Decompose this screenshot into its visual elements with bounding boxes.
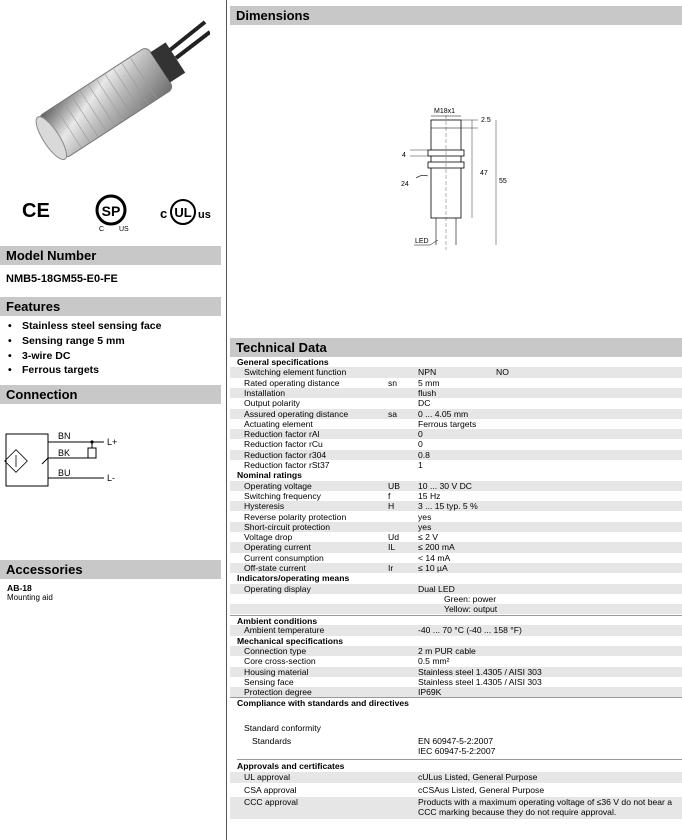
model-number-heading: Model Number	[0, 246, 221, 265]
row-label: Off-state current	[244, 563, 306, 573]
row-value: 15 Hz	[418, 490, 441, 501]
row-value: 0	[418, 439, 423, 450]
row-value: ≤ 10 µA	[418, 563, 448, 573]
row-symbol: H	[388, 501, 395, 512]
table-group-header	[230, 573, 682, 583]
row-value: IP69K	[418, 687, 442, 698]
dim-led-label: LED	[415, 238, 429, 245]
row-label: Installation	[244, 387, 286, 398]
table-row	[230, 677, 682, 687]
row-value: 1	[418, 460, 423, 470]
feature-item: • Sensing range 5 mm	[8, 335, 125, 347]
row-label: Output polarity	[244, 398, 300, 409]
table-row	[230, 656, 682, 666]
dim-thread-label: M18x1	[434, 108, 456, 115]
row-label: Sensing face	[244, 676, 294, 687]
standards-value-en: EN 60947-5-2:2007	[418, 736, 494, 746]
row-value: 3 ... 15 typ. 5 %	[418, 501, 478, 512]
row-symbol: Ir	[388, 563, 394, 573]
csa-approval-value: cCSAus Listed, General Purpose	[418, 785, 545, 795]
dim-47-label: 47	[480, 170, 488, 177]
row-label: Short-circuit protection	[244, 521, 330, 532]
row-value: -40 ... 70 °C (-40 ... 158 °F)	[418, 625, 522, 636]
table-row	[230, 625, 682, 635]
wire-bu-label: BU	[58, 468, 71, 478]
row-symbol: IL	[388, 542, 396, 553]
row-label: Voltage drop	[244, 532, 293, 543]
connection-diagram	[0, 428, 140, 493]
csa-mark-text: SP	[101, 203, 121, 219]
row-label: Operating current	[244, 542, 311, 553]
table-row	[230, 378, 682, 388]
connection-heading: Connection	[0, 385, 221, 404]
feature-item: • 3-wire DC	[8, 350, 71, 362]
table-group-header	[230, 697, 682, 708]
table-row	[230, 491, 682, 501]
csa-approval-row	[230, 785, 682, 796]
features-heading: Features	[0, 297, 221, 316]
feature-item: • Ferrous targets	[8, 364, 100, 376]
row-label: Reduction factor r304	[244, 449, 327, 460]
table-row	[230, 584, 682, 594]
table-row	[230, 542, 682, 552]
row-value: flush	[418, 387, 437, 398]
wire-bk-label: BK	[58, 448, 71, 458]
row-value: ≤ 200 mA	[418, 542, 455, 553]
model-number-value: NMB5-18GM55-E0-FE	[6, 273, 118, 285]
ccc-approval-value-line2: CCC marking because they do not require approval.	[418, 807, 617, 817]
table-row	[230, 667, 682, 677]
table-row	[230, 594, 682, 604]
row-label: Protection degree	[244, 687, 312, 698]
row-label: Core cross-section	[244, 656, 316, 667]
row-label: Switching frequency	[244, 490, 321, 501]
row-label: Reduction factor rCu	[244, 439, 323, 450]
table-row	[230, 646, 682, 656]
row-value-sub: Yellow: output	[444, 604, 498, 615]
row-value: 0.5 mm²	[418, 656, 450, 667]
ul-us-text: us	[198, 209, 211, 221]
table-row	[230, 532, 682, 542]
dimensions-heading: Dimensions	[230, 6, 682, 25]
row-value: Dual LED	[418, 583, 455, 594]
csa-c-text: C	[99, 226, 105, 232]
row-label: General specifications	[237, 357, 329, 367]
ul-approval-value: cULus Listed, General Purpose	[418, 772, 538, 782]
row-symbol: sa	[388, 408, 398, 419]
row-value: 0	[418, 429, 423, 440]
ul-mark-text: UL	[174, 205, 192, 220]
row-label: Ambient conditions	[237, 615, 318, 626]
ce-mark: CE	[22, 200, 50, 222]
row-value: NPN	[418, 367, 437, 378]
table-row	[230, 687, 682, 697]
dim-2-5-label: 2.5	[481, 117, 491, 124]
row-value: ≤ 2 V	[418, 532, 439, 543]
csa-us-text: US	[119, 226, 129, 232]
wire-bn-label: BN	[58, 431, 71, 441]
row-value-sub: Green: power	[444, 593, 497, 604]
dim-24-label: 24	[401, 181, 409, 188]
row-label: Switching element function	[244, 367, 347, 378]
table-row	[230, 409, 682, 419]
dimensions-drawing	[398, 100, 518, 260]
table-group-header	[230, 470, 682, 480]
table-row	[230, 512, 682, 522]
ul-c-text: c	[160, 206, 168, 221]
technical-data-heading: Technical Data	[230, 338, 682, 357]
row-value-extra: NO	[496, 367, 509, 378]
table-row	[230, 398, 682, 408]
dim-55-label: 55	[499, 178, 507, 185]
row-label: Compliance with standards and directives	[237, 698, 409, 709]
ul-approval-row	[230, 772, 682, 783]
row-label: Operating display	[244, 583, 311, 594]
accessory-name: AB-18	[7, 583, 32, 593]
table-row	[230, 553, 682, 563]
standards-label: Standards	[252, 736, 292, 746]
row-symbol: Ud	[388, 532, 399, 543]
table-row	[230, 481, 682, 491]
product-photo	[20, 20, 210, 170]
row-label: Indicators/operating means	[237, 573, 350, 584]
row-label: Ambient temperature	[244, 625, 325, 636]
row-label: Reduction factor rAl	[244, 429, 320, 440]
table-group-header	[230, 636, 682, 646]
row-value: Stainless steel 1.4305 / AISI 303	[418, 676, 542, 687]
table-group-header	[230, 357, 682, 367]
table-row	[230, 388, 682, 398]
row-value: 0 ... 4.05 mm	[418, 408, 469, 419]
row-label: Hysteresis	[244, 501, 285, 512]
row-value: 5 mm	[418, 377, 440, 388]
table-row	[230, 460, 682, 470]
approvals-heading: Approvals and certificates	[237, 759, 682, 771]
row-value: yes	[418, 521, 432, 532]
table-row	[230, 522, 682, 532]
accessories-heading: Accessories	[0, 560, 221, 579]
table-row	[230, 429, 682, 439]
table-row	[230, 501, 682, 511]
table-row	[230, 604, 682, 614]
row-label: Nominal ratings	[237, 470, 302, 481]
row-symbol: f	[388, 490, 391, 501]
standard-conformity-label: Standard conformity	[244, 723, 321, 733]
row-value: 0.8	[418, 449, 430, 460]
table-group-header	[230, 615, 682, 626]
dim-4-label: 4	[402, 152, 406, 159]
table-row	[230, 450, 682, 460]
csa-logo	[93, 192, 133, 232]
row-label: Actuating element	[244, 418, 313, 429]
table-row	[230, 419, 682, 429]
accessory-description: Mounting aid	[7, 593, 53, 602]
feature-item: • Stainless steel sensing face	[8, 320, 162, 332]
row-value: 2 m PUR cable	[418, 645, 476, 656]
row-label: Assured operating distance	[244, 408, 349, 419]
row-label: Connection type	[244, 645, 307, 656]
ccc-approval-row	[230, 797, 682, 819]
row-label: Reduction factor rSt37	[244, 460, 330, 470]
ul-logo	[160, 197, 218, 227]
row-label: Rated operating distance	[244, 377, 340, 388]
standards-value-iec: IEC 60947-5-2:2007	[418, 746, 496, 756]
row-value: Ferrous targets	[418, 418, 477, 429]
row-label: Operating voltage	[244, 480, 312, 491]
row-label: Current consumption	[244, 552, 324, 563]
table-row	[230, 367, 682, 377]
ccc-approval-label: CCC approval	[244, 797, 298, 807]
terminal-lminus-label: L-	[107, 473, 116, 483]
row-value: DC	[418, 398, 431, 409]
row-symbol: UB	[388, 480, 400, 491]
row-value: Stainless steel 1.4305 / AISI 303	[418, 666, 542, 677]
row-label: Mechanical specifications	[237, 635, 344, 646]
column-divider	[226, 0, 227, 840]
row-label: Reverse polarity protection	[244, 511, 347, 522]
terminal-lplus-label: L+	[107, 437, 118, 447]
table-row	[230, 439, 682, 449]
table-row	[230, 563, 682, 573]
row-value: 10 ... 30 V DC	[418, 480, 472, 491]
row-label: Housing material	[244, 666, 309, 677]
row-value: < 14 mA	[418, 552, 451, 563]
ul-approval-label: UL approval	[244, 772, 291, 782]
row-value: yes	[418, 511, 432, 522]
ccc-approval-value-line1: Products with a maximum operating voltage of ≤36 V do not bear a	[418, 797, 673, 807]
row-symbol: sn	[388, 377, 398, 388]
csa-approval-label: CSA approval	[244, 785, 297, 795]
